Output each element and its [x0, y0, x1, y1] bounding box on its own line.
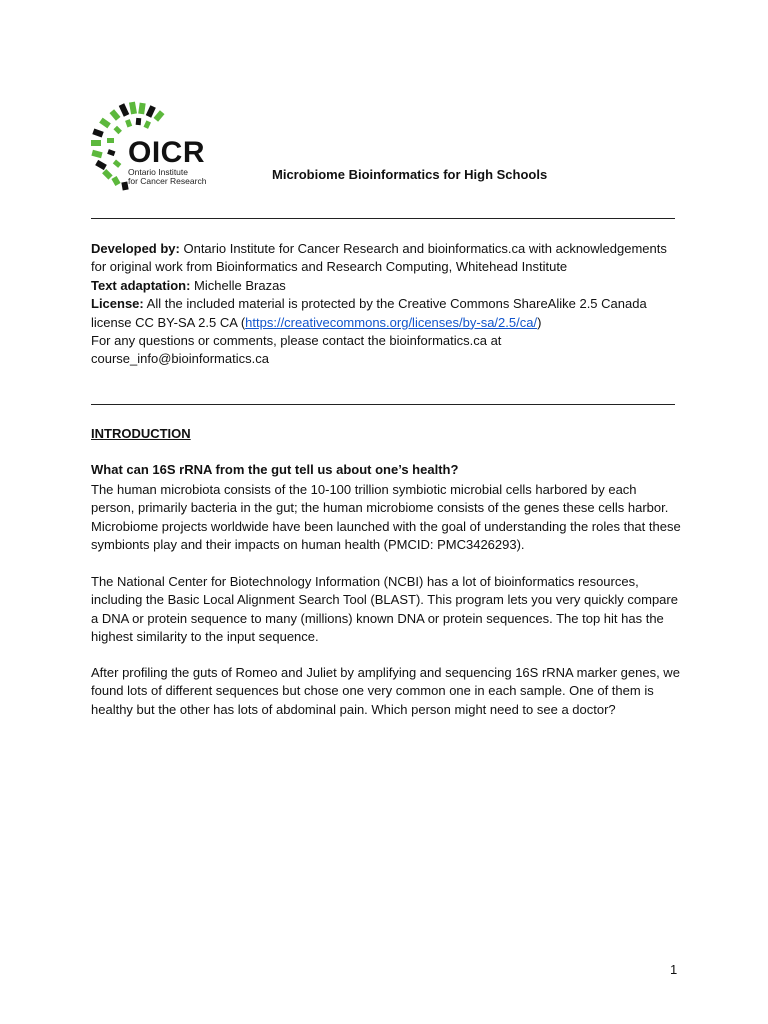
page-number: 1: [670, 962, 678, 977]
license-link[interactable]: https://creativecommons.org/licenses/by-sa/2.5/ca/: [245, 314, 538, 330]
developed-by-label: Developed by:: [91, 241, 180, 256]
license-line: [91, 295, 681, 332]
oicr-logo-subtitle-line2: for Cancer Research: [128, 176, 207, 186]
oicr-logo-subtitle-line1: Ontario Institute: [128, 167, 189, 177]
developed-by-line: [91, 240, 681, 277]
separator-bottom: [91, 404, 675, 405]
document-title: Microbiome Bioinformatics for High Schools: [272, 167, 548, 182]
oicr-logo: [88, 100, 212, 194]
developed-by-text: Ontario Institute for Cancer Research and bioinformatics.ca with acknowledgements for original work from Bioinformatics and Research Computing, Whitehead Institute: [91, 241, 667, 275]
contact-line: For any questions or comments, please contact the bioinformatics.ca at course_info@bioinformatics.ca: [91, 333, 502, 367]
credits-section: [91, 240, 681, 369]
paragraph-text: After profiling the guts of Romeo and Juliet by amplifying and sequencing 16S rRNA marker genes, we found lots of different sequences but chose one very common one in each sample. One of them is healthy but the other has lots of abdominal pain. Which person might need to see a doctor?: [91, 665, 680, 717]
intro-paragraph-2: [91, 573, 681, 647]
separator-top: [91, 218, 675, 219]
text-adaptation-line: [91, 277, 681, 295]
introduction-heading: INTRODUCTION: [91, 426, 191, 441]
question-heading: What can 16S rRNA from the gut tell us about one’s health?: [91, 462, 459, 477]
text-adaptation-text: Michelle Brazas: [190, 277, 286, 293]
oicr-logo-wordmark: OICR: [128, 136, 205, 169]
paragraph-text: The National Center for Biotechnology Information (NCBI) has a lot of bioinformatics resources, including the Basic Local Alignment Search Tool (BLAST). This program lets you very quickly compare a DNA or protein sequence to many (millions) known DNA or protein sequences. The top hit has the highest similarity to the input sequence.: [91, 574, 678, 645]
intro-paragraph-1: [91, 481, 681, 555]
intro-paragraph-3: [91, 664, 681, 719]
paragraph-text: The human microbiota consists of the 10-100 trillion symbiotic microbial cells harbored by each person, primarily bacteria in the gut; the human microbiome consists of the genes these cells harbor. Microbiome projects worldwide have been launched with the goal of understanding the roles that these symbionts play and their impacts on human health (PMCID: PMC3426293).: [91, 482, 681, 553]
license-text-after: ): [537, 314, 542, 330]
oicr-logo-text: [128, 138, 212, 186]
license-label: License:: [91, 296, 144, 312]
license-text-before: All the included material is protected by the Creative Commons ShareAlike 2.5 Canada license CC BY-SA 2.5 CA (: [91, 296, 647, 330]
text-adaptation-label: Text adaptation:: [91, 277, 191, 293]
